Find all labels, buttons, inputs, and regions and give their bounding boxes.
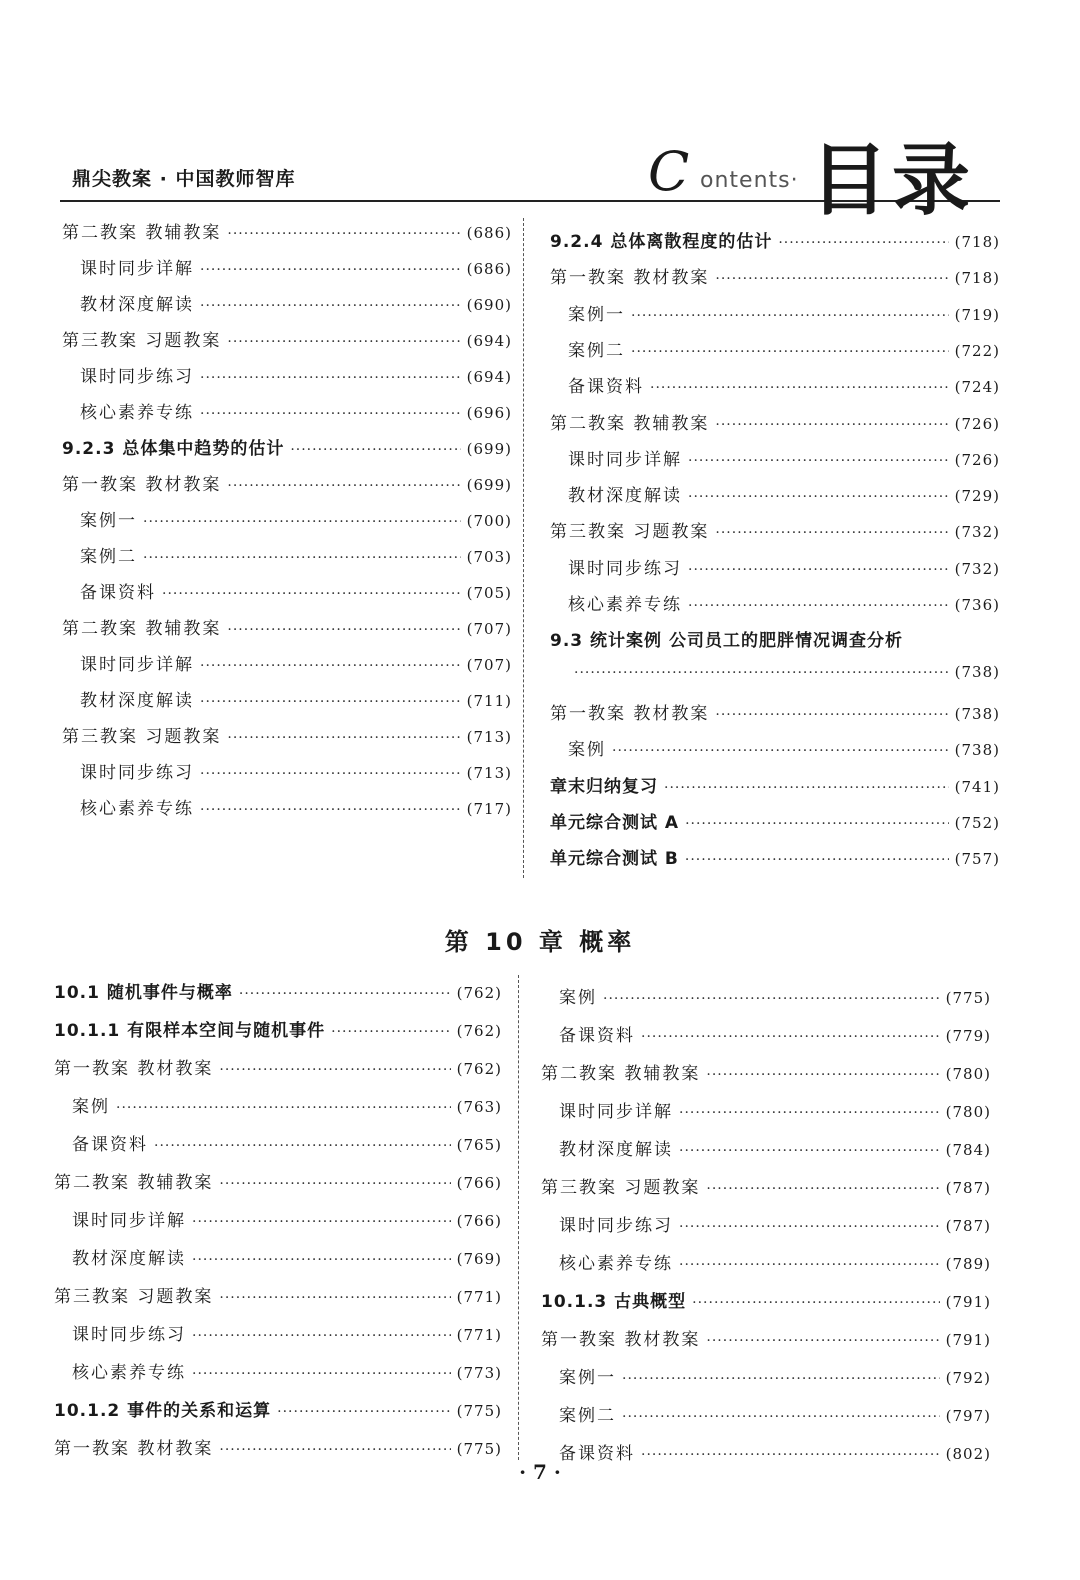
toc-entry-title: 第二教案 教辅教案 xyxy=(541,1064,701,1084)
toc-leader-dots xyxy=(612,743,949,759)
toc-entry-title: 第二教案 教辅教案 xyxy=(550,413,710,434)
toc-entry-page: (713) xyxy=(466,764,512,782)
toc-entry-title: 案例一 xyxy=(568,304,625,325)
toc-entry-title: 教材深度解读 xyxy=(568,486,682,507)
toc-leader-dots xyxy=(574,665,949,681)
toc-leader-dots xyxy=(664,780,949,796)
toc-entry-page: (787) xyxy=(945,1179,991,1197)
toc-leader-dots xyxy=(227,226,460,242)
toc-leader-dots xyxy=(200,406,461,422)
toc-entry-page: (791) xyxy=(945,1331,991,1349)
toc-entry-page: (703) xyxy=(466,548,512,566)
toc-entry-title: 第三教案 习题教案 xyxy=(541,1178,701,1198)
toc-leader-dots xyxy=(688,453,949,469)
toc-entry-title: 课时同步练习 xyxy=(80,763,194,783)
toc-entry-page: (752) xyxy=(954,813,1000,832)
toc-entry-page: (726) xyxy=(954,414,1000,433)
toc-leader-dots xyxy=(685,852,949,868)
toc-leader-dots xyxy=(143,550,461,566)
toc-entry-title: 课时同步详解 xyxy=(559,1102,673,1122)
toc-entry-page: (775) xyxy=(945,989,991,1007)
toc-entry xyxy=(54,978,502,1003)
toc-entry-page: (762) xyxy=(456,1060,502,1078)
toc-entry-page: (791) xyxy=(945,1293,991,1311)
toc-entry-title: 课时同步练习 xyxy=(568,558,682,579)
toc-entry-page: (762) xyxy=(456,984,502,1002)
toc-leader-dots xyxy=(200,658,461,674)
toc-entry-title: 单元综合测试 B xyxy=(550,849,679,870)
toc-entry xyxy=(62,470,512,495)
toc-leader-dots xyxy=(631,344,949,360)
toc-leader-dots xyxy=(679,1257,940,1273)
toc-leader-dots xyxy=(715,271,948,287)
toc-entry-title: 备课资料 xyxy=(568,377,644,398)
toc-entry xyxy=(80,794,512,819)
toc-entry xyxy=(54,1054,502,1079)
toc-entry-page: (763) xyxy=(456,1098,502,1116)
toc-entry-page: (766) xyxy=(456,1174,502,1192)
toc-entry-page: (738) xyxy=(954,741,1000,760)
toc-entry xyxy=(550,772,1000,797)
toc-leader-dots xyxy=(688,489,949,505)
toc-entry xyxy=(550,227,1000,252)
toc-entry-page: (736) xyxy=(954,596,1000,614)
toc-leader-dots xyxy=(192,1252,451,1268)
toc-entry-title: 第二教案 教辅教案 xyxy=(62,619,222,639)
toc-entry-title: 课时同步练习 xyxy=(80,367,194,387)
toc-entry-page: (738) xyxy=(954,704,1000,723)
toc-leader-dots xyxy=(679,1105,940,1121)
toc-entry-title: 第三教案 习题教案 xyxy=(62,727,222,747)
toc-entry xyxy=(80,290,512,315)
toc-leader-dots xyxy=(227,730,460,746)
toc-entry-page: (780) xyxy=(945,1103,991,1121)
toc-entry-title: 教材深度解读 xyxy=(559,1140,673,1160)
toc-entry-title: 第三教案 习题教案 xyxy=(550,522,710,543)
toc-entry xyxy=(62,326,512,351)
column-divider-top xyxy=(523,218,524,878)
toc-entry xyxy=(541,1325,991,1350)
toc-entry-title: 备课资料 xyxy=(80,583,156,603)
toc-entry xyxy=(568,590,1000,615)
toc-entry xyxy=(54,1434,502,1459)
toc-entry xyxy=(62,218,512,243)
toc-entry-title: 课时同步详解 xyxy=(80,259,194,279)
toc-entry xyxy=(62,722,512,747)
toc-leader-dots xyxy=(219,1062,450,1078)
toc-entry-page: (775) xyxy=(456,1402,502,1420)
toc-entry-page: (690) xyxy=(466,296,512,314)
toc-entry-title: 案例 xyxy=(568,740,606,761)
toc-entry-title: 核心素养专练 xyxy=(80,403,194,423)
toc-entry-title: 案例二 xyxy=(559,1406,616,1426)
toc-leader-dots xyxy=(331,1024,451,1040)
toc-leader-dots xyxy=(715,417,948,433)
toc-leader-dots xyxy=(603,991,940,1007)
toc-entry-page: (741) xyxy=(954,777,1000,796)
toc-entry-page: (694) xyxy=(466,368,512,386)
toc-leader-dots xyxy=(154,1138,451,1154)
toc-entry-page: (762) xyxy=(456,1022,502,1040)
toc-leader-dots xyxy=(227,478,460,494)
toc-entry xyxy=(541,1059,991,1084)
toc-leader-dots xyxy=(631,308,949,324)
toc-entry-title: 课时同步详解 xyxy=(568,449,682,470)
toc-entry-page: (797) xyxy=(945,1407,991,1425)
toc-entry xyxy=(559,1211,991,1236)
toc-entry-page: (699) xyxy=(466,440,512,458)
toc-entry-page: (769) xyxy=(456,1250,502,1268)
toc-entry-page: (707) xyxy=(466,656,512,674)
toc-entry-title: 备课资料 xyxy=(559,1026,635,1046)
toc-entry-page: (700) xyxy=(466,512,512,530)
toc-leader-dots xyxy=(200,370,461,386)
toc-entry-page: (718) xyxy=(954,233,1000,251)
toc-entry-page: (724) xyxy=(954,378,1000,397)
toc-entry xyxy=(550,626,1000,651)
page-number: · 7 · xyxy=(519,1460,561,1484)
toc-entry xyxy=(62,434,512,459)
toc-entry xyxy=(54,1168,502,1193)
toc-entry-title: 教材深度解读 xyxy=(80,691,194,711)
toc-leader-dots xyxy=(685,816,949,832)
contents-logo-word: ontents· xyxy=(700,168,799,193)
toc-entry xyxy=(54,1282,502,1307)
toc-leader-dots xyxy=(688,598,949,614)
toc-entry xyxy=(568,336,1000,361)
toc-entry xyxy=(568,663,1000,681)
toc-entry-page: (713) xyxy=(466,728,512,746)
toc-entry xyxy=(559,983,991,1008)
toc-entry xyxy=(80,362,512,387)
toc-entry-title: 第一教案 教材教案 xyxy=(541,1330,701,1350)
toc-entry-title: 第一教案 教材教案 xyxy=(54,1439,214,1459)
toc-leader-dots xyxy=(688,562,949,578)
toc-entry-title: 第一教案 教材教案 xyxy=(550,268,710,289)
toc-entry-title: 案例一 xyxy=(80,511,137,531)
toc-entry xyxy=(568,554,1000,579)
contents-logo-letter: C xyxy=(648,140,690,203)
page-title: 目录 xyxy=(810,136,975,226)
toc-entry xyxy=(80,686,512,711)
toc-entry-title: 教材深度解读 xyxy=(72,1249,186,1269)
toc-entry xyxy=(541,1173,991,1198)
toc-leader-dots xyxy=(200,802,461,818)
toc-entry xyxy=(559,1401,991,1426)
toc-entry-title: 核心素养专练 xyxy=(568,595,682,615)
toc-leader-dots xyxy=(200,694,461,710)
toc-entry xyxy=(550,844,1000,869)
toc-entry-page: (722) xyxy=(954,341,1000,360)
toc-entry xyxy=(559,1135,991,1160)
toc-entry-title: 9.2.4 总体离散程度的估计 xyxy=(550,232,773,252)
toc-entry xyxy=(559,1363,991,1388)
toc-leader-dots xyxy=(227,334,460,350)
toc-entry-title: 10.1 随机事件与概率 xyxy=(54,983,233,1003)
toc-entry-title: 案例 xyxy=(559,988,597,1008)
toc-entry-page: (732) xyxy=(954,523,1000,542)
toc-leader-dots xyxy=(239,986,451,1002)
toc-entry-title: 核心素养专练 xyxy=(80,799,194,819)
toc-entry-page: (775) xyxy=(456,1440,502,1458)
toc-entry-page: (792) xyxy=(945,1369,991,1387)
toc-entry xyxy=(541,1287,991,1312)
toc-entry-title: 第三教案 习题教案 xyxy=(54,1287,214,1307)
toc-entry xyxy=(550,808,1000,833)
toc-leader-dots xyxy=(277,1404,451,1420)
toc-entry xyxy=(80,578,512,603)
toc-entry xyxy=(72,1320,502,1345)
toc-entry xyxy=(80,398,512,423)
toc-entry-page: (780) xyxy=(945,1065,991,1083)
toc-entry xyxy=(80,254,512,279)
toc-entry-title: 案例二 xyxy=(80,547,137,567)
toc-entry-title: 课时同步练习 xyxy=(559,1216,673,1236)
toc-leader-dots xyxy=(200,766,461,782)
toc-entry-title: 课时同步练习 xyxy=(72,1325,186,1345)
toc-entry xyxy=(80,650,512,675)
toc-entry xyxy=(550,263,1000,288)
toc-entry-page: (719) xyxy=(954,305,1000,324)
toc-entry xyxy=(559,1021,991,1046)
toc-entry-title: 教材深度解读 xyxy=(80,295,194,315)
toc-leader-dots xyxy=(650,380,949,396)
toc-entry-title: 10.1.3 古典概型 xyxy=(541,1292,687,1312)
toc-entry-title: 单元综合测试 A xyxy=(550,812,680,833)
toc-entry-page: (696) xyxy=(466,404,512,422)
toc-entry xyxy=(54,1016,502,1041)
chapter-heading: 第 10 章 概率 xyxy=(444,928,636,956)
toc-leader-dots xyxy=(706,1181,939,1197)
toc-entry xyxy=(550,517,1000,542)
column-divider-bottom xyxy=(518,975,519,1460)
toc-entry xyxy=(559,1097,991,1122)
toc-leader-dots xyxy=(227,622,460,638)
toc-entry-page: (771) xyxy=(456,1288,502,1306)
toc-leader-dots xyxy=(622,1371,940,1387)
toc-entry xyxy=(550,409,1000,434)
toc-entry-page: (686) xyxy=(466,224,512,242)
toc-entry-page: (765) xyxy=(456,1136,502,1154)
toc-entry-page: (787) xyxy=(945,1217,991,1235)
toc-entry-title: 核心素养专练 xyxy=(72,1363,186,1383)
toc-leader-dots xyxy=(692,1295,940,1311)
toc-leader-dots xyxy=(116,1100,451,1116)
toc-entry-title: 第一教案 教材教案 xyxy=(54,1059,214,1079)
toc-entry-page: (802) xyxy=(945,1445,991,1463)
toc-entry xyxy=(80,758,512,783)
toc-leader-dots xyxy=(706,1333,939,1349)
toc-entry-page: (738) xyxy=(954,662,1000,681)
toc-entry-title: 9.2.3 总体集中趋势的估计 xyxy=(62,439,285,459)
toc-entry-page: (779) xyxy=(945,1027,991,1045)
toc-entry xyxy=(80,506,512,531)
toc-entry-title: 10.1.2 事件的关系和运算 xyxy=(54,1401,272,1421)
toc-entry-page: (694) xyxy=(466,332,512,350)
toc-leader-dots xyxy=(162,586,461,602)
toc-entry-page: (773) xyxy=(456,1364,502,1382)
toc-leader-dots xyxy=(715,707,948,723)
toc-leader-dots xyxy=(200,298,461,314)
toc-entry-page: (771) xyxy=(456,1326,502,1344)
toc-entry-page: (726) xyxy=(954,450,1000,469)
toc-leader-dots xyxy=(290,442,460,458)
toc-leader-dots xyxy=(778,235,948,251)
toc-entry-title: 第二教案 教辅教案 xyxy=(54,1173,214,1193)
toc-entry xyxy=(568,481,1000,506)
toc-entry xyxy=(559,1249,991,1274)
toc-entry xyxy=(568,735,1000,760)
toc-leader-dots xyxy=(192,1214,451,1230)
toc-entry xyxy=(72,1206,502,1231)
toc-entry-title: 章末归纳复习 xyxy=(550,776,658,797)
toc-entry-page: (686) xyxy=(466,260,512,278)
toc-leader-dots xyxy=(192,1328,451,1344)
toc-entry xyxy=(62,614,512,639)
toc-entry-page: (729) xyxy=(954,487,1000,506)
toc-leader-dots xyxy=(219,1176,450,1192)
toc-leader-dots xyxy=(200,262,461,278)
toc-entry-title: 核心素养专练 xyxy=(559,1254,673,1274)
toc-entry-page: (699) xyxy=(466,476,512,494)
toc-entry-title: 10.1.1 有限样本空间与随机事件 xyxy=(54,1021,326,1041)
toc-entry-title: 案例 xyxy=(72,1097,110,1117)
toc-entry-title: 第二教案 教辅教案 xyxy=(62,223,222,243)
toc-entry-page: (766) xyxy=(456,1212,502,1230)
toc-entry-title: 课时同步详解 xyxy=(72,1211,186,1231)
toc-entry-page: (789) xyxy=(945,1255,991,1273)
toc-entry-title: 案例一 xyxy=(559,1368,616,1388)
toc-entry-title: 案例二 xyxy=(568,340,625,361)
toc-leader-dots xyxy=(706,1067,939,1083)
toc-entry-page: (718) xyxy=(954,269,1000,288)
toc-entry-title: 备课资料 xyxy=(559,1444,635,1464)
toc-entry xyxy=(54,1396,502,1421)
toc-entry xyxy=(80,542,512,567)
toc-leader-dots xyxy=(715,525,948,541)
toc-entry xyxy=(72,1244,502,1269)
toc-entry-title: 第一教案 教材教案 xyxy=(62,475,222,495)
toc-entry-title: 第三教案 习题教案 xyxy=(62,331,222,351)
toc-entry xyxy=(568,445,1000,470)
toc-entry-title: 第一教案 教材教案 xyxy=(550,703,710,724)
toc-leader-dots xyxy=(679,1143,940,1159)
toc-entry-page: (757) xyxy=(954,850,1000,869)
toc-entry xyxy=(72,1358,502,1383)
toc-leader-dots xyxy=(219,1290,450,1306)
toc-entry xyxy=(550,699,1000,724)
brand-title: 鼎尖教案 · 中国教师智库 xyxy=(72,168,296,190)
toc-entry-page: (784) xyxy=(945,1141,991,1159)
toc-entry-page: (732) xyxy=(954,559,1000,578)
toc-leader-dots xyxy=(622,1409,940,1425)
toc-entry-page: (711) xyxy=(466,692,512,710)
toc-entry-page: (717) xyxy=(466,800,512,818)
toc-entry-title: 课时同步详解 xyxy=(80,655,194,675)
toc-entry xyxy=(568,372,1000,397)
toc-leader-dots xyxy=(219,1442,450,1458)
toc-entry xyxy=(72,1130,502,1155)
toc-entry-title: 9.3 统计案例 公司员工的肥胖情况调查分析 xyxy=(550,631,903,652)
toc-leader-dots xyxy=(641,1029,940,1045)
toc-entry-page: (707) xyxy=(466,620,512,638)
toc-entry-title: 备课资料 xyxy=(72,1135,148,1155)
toc-leader-dots xyxy=(679,1219,940,1235)
toc-entry xyxy=(72,1092,502,1117)
toc-entry xyxy=(568,300,1000,325)
toc-entry-page: (705) xyxy=(466,584,512,602)
toc-leader-dots xyxy=(143,514,461,530)
toc-leader-dots xyxy=(192,1366,451,1382)
